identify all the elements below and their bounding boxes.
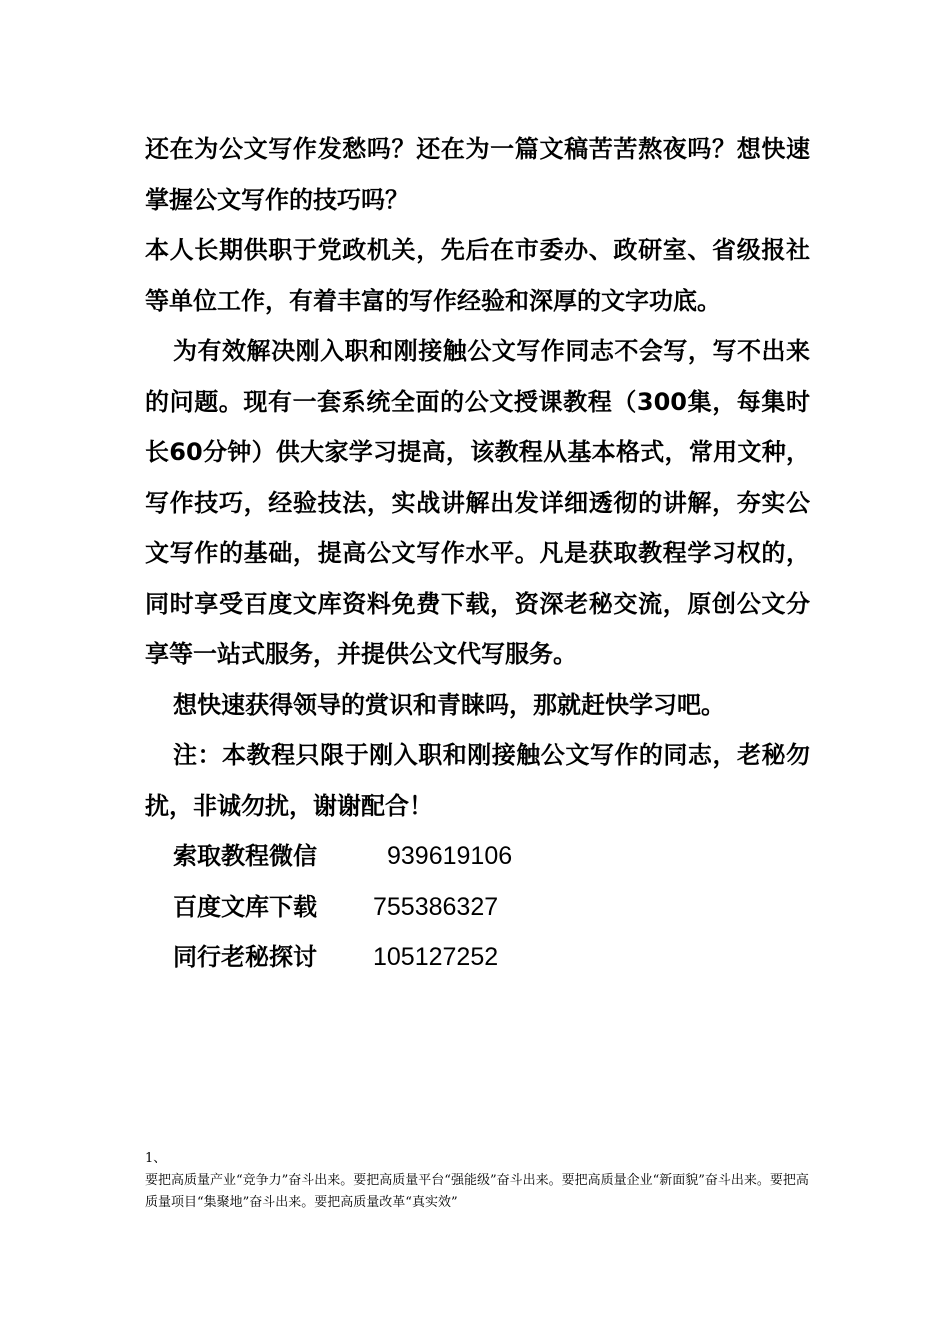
contact-label: 百度文库下载 (173, 892, 317, 921)
contact-row-wechat (145, 831, 810, 882)
call-to-action-paragraph: 想快速获得领导的赏识和青睐吗，那就赶快学习吧。 (173, 690, 725, 719)
author-paragraph: 本人长期供职于党政机关，先后在市委办、政研室、省级报社等单位工作，有着丰富的写作经验和深厚的文字功底。 (145, 236, 810, 315)
contact-number: 755386327 (373, 892, 499, 921)
contact-row-baidu-download (145, 882, 810, 933)
footnote (145, 1148, 810, 1214)
contact-number: 939619106 (387, 842, 513, 870)
contact-number: 105127252 (373, 943, 499, 971)
course-paragraph: 为有效解决刚入职和刚接触公文写作同志不会写，写不出来的问题。现有一套系统全面的公文授课教程（300集，每集时长60分钟）供大家学习提高，该教程从基本格式，常用文种，写作技巧，经验技法，实战讲解出发详细透彻的讲解，夯实公文写作的基础，提高公文写作水平。凡是获取教程学习权的，同时享受百度文库资料免费下载，资深老秘交流，原创公文分享等一站式服务，并提供公文代写服务。 (145, 337, 810, 668)
note-paragraph: 注：本教程只限于刚入职和刚接触公文写作的同志，老秘勿扰，非诚勿扰，谢谢配合！ (145, 741, 810, 820)
footnote-number: 1、 (145, 1151, 167, 1166)
contact-row-discussion (145, 932, 810, 983)
intro-paragraph: 还在为公文写作发愁吗？还在为一篇文稿苦苦熬夜吗？想快速掌握公文写作的技巧吗？ (145, 135, 810, 214)
footnote-text: 要把高质量产业“竞争力”奋斗出来。要把高质量平台“强能级”奋斗出来。要把高质量企业“新面貌”奋斗出来。要把高质量项目“集聚地”奋斗出来。要把高质量改革“真实效” (145, 1173, 809, 1210)
document-body (145, 124, 810, 983)
contact-label: 索取教程微信 (173, 842, 317, 870)
contact-label: 同行老秘探讨 (173, 943, 317, 971)
